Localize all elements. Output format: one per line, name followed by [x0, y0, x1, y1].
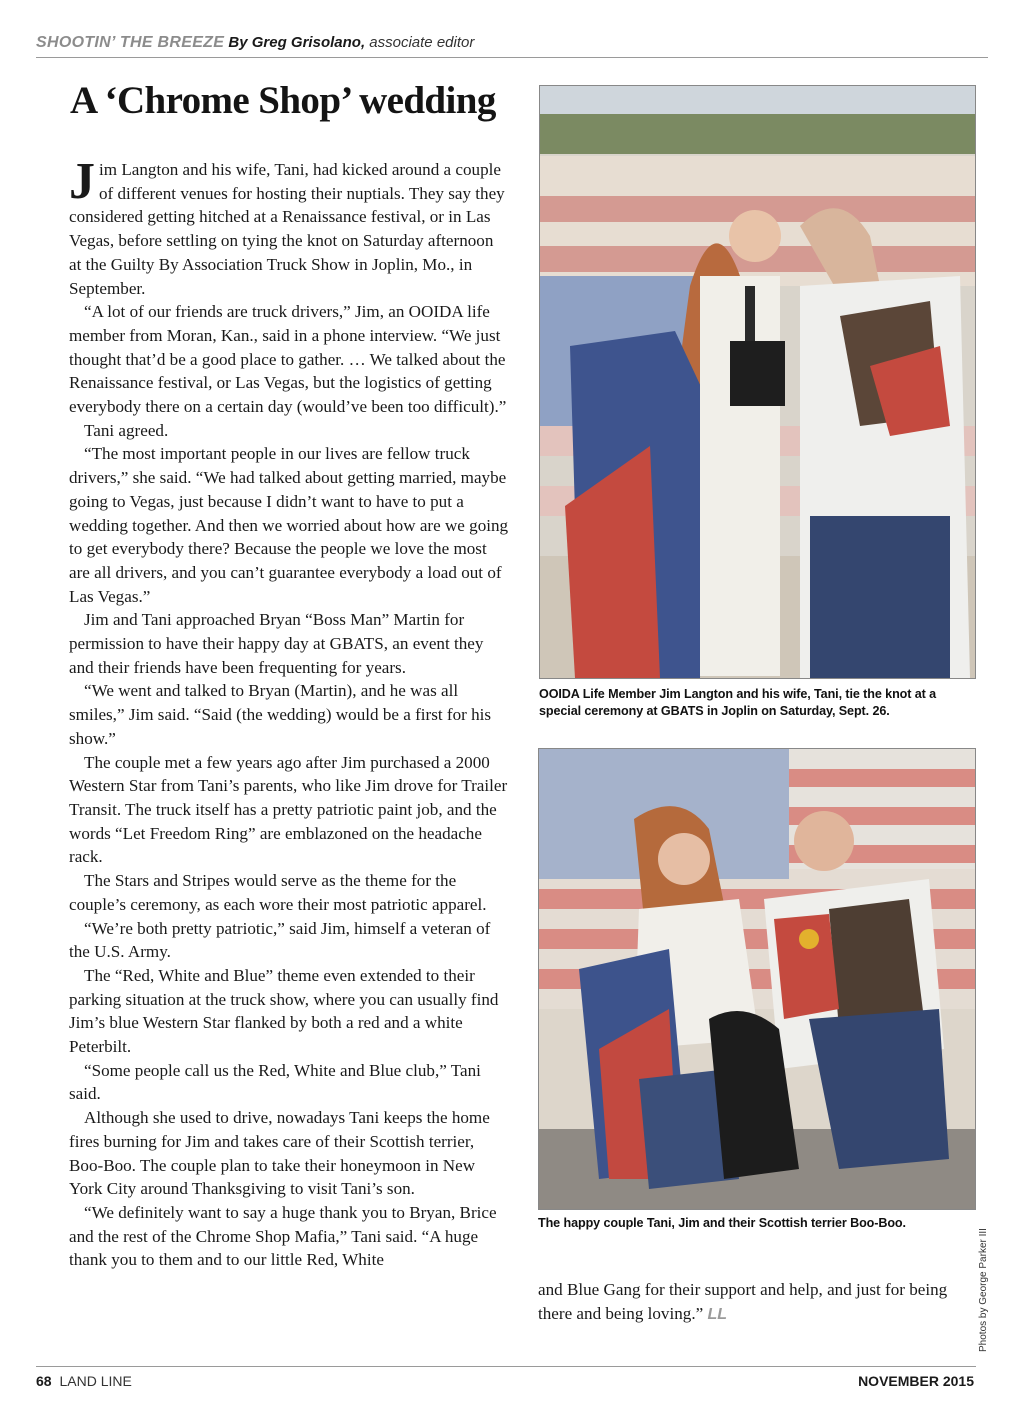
article-paragraph: “Some people call us the Red, White and Blue club,” Tani said.	[69, 1060, 481, 1104]
ceremony-photo-image	[540, 86, 975, 678]
photo-credit-text: Photos by George Parker III	[978, 1228, 989, 1352]
article-paragraph: “The most important people in our lives are fellow truck drivers,” she said. “We had talked about getting married, maybe going to Vegas, just because I didn’t want to have to put a wedding together. And then we worried about how are we going to get everybody there? Because the people we love the most are all drivers, and you can’t guarantee everybody a load out of Las Vegas.”	[69, 444, 509, 606]
article-paragraph: Jim and Tani approached Bryan “Boss Man” Martin for permission to have their happy day at GBATS, an event they and their friends have been frequenting for years.	[69, 610, 484, 677]
author-role: associate editor	[369, 34, 475, 51]
article-paragraph: Jim Langton and his wife, Tani, had kicked around a couple of different venues for hosting their nuptials. They say they considered getting hitched at a Renaissance festival, or in Las Vegas, before settling on tying the knot on Saturday afternoon at the Guilty By Association Truck Show in Joplin, Mo., in September.	[69, 153, 505, 298]
continuation-text: and Blue Gang for their support and help, and just for being there and being loving.”	[538, 1280, 948, 1323]
photo-credit	[978, 1212, 996, 1362]
article-paragraph: “We went and talked to Bryan (Martin), and he was all smiles,” Jim said. “Said (the wedding) would be a first for his show.”	[69, 681, 492, 748]
byline: By Greg Grisolano,	[228, 34, 366, 51]
article-paragraph: “We definitely want to say a huge thank you to Bryan, Brice and the rest of the Chrome Shop Mafia,” Tani said. “A huge thank you to them and to our little Red, White	[69, 1202, 497, 1270]
ceremony-caption: OOIDA Life Member Jim Langton and his wife, Tani, tie the knot at a special ceremony at GBATS in Joplin on Saturday, Sept. 26.	[539, 687, 937, 718]
section-header	[36, 34, 474, 52]
section-name: SHOOTIN’ THE BREEZE	[36, 34, 225, 51]
article-paragraph: The couple met a few years ago after Jim purchased a 2000 Western Star from Tani’s parents, who like Jim drove for Trailer Transit. The truck itself has a pretty patriotic paint job, and the words “Let Freedom Ring” are emblazoned on the headache rack.	[69, 752, 508, 867]
article-paragraph: The “Red, White and Blue” theme even extended to their parking situation at the truck show, where you can usually find Jim’s blue Western Star flanked by both a red and a white Peterbilt.	[69, 965, 499, 1057]
page-number: 68	[36, 1373, 52, 1389]
article-continuation	[538, 1278, 968, 1327]
article-paragraph: The Stars and Stripes would serve as the theme for the couple’s ceremony, as each wore their most patriotic apparel.	[69, 871, 487, 914]
footer-divider	[36, 1366, 976, 1367]
issue-date: NOVEMBER 2015	[858, 1373, 974, 1389]
header-divider	[36, 57, 988, 58]
magazine-name: LAND LINE	[59, 1373, 132, 1389]
article-paragraph: “A lot of our friends are truck drivers,” Jim, an OOIDA life member from Moran, Kan., said in a phone interview. “We just thought that’d be a good place to gather. … We talked about the Renaissance festival, or Las Vegas, but the logistics of getting everybody there on a certain day (would’ve been too difficult).”	[69, 302, 507, 417]
ceremony-photo	[539, 85, 976, 679]
drop-cap: J	[69, 153, 95, 210]
couple-dog-photo-image	[539, 749, 975, 1209]
end-mark: LL	[707, 1306, 728, 1323]
article-paragraph: Tani agreed.	[84, 420, 169, 440]
article-paragraph: Although she used to drive, nowadays Tani keeps the home fires burning for Jim and takes care of their Scottish terrier, Boo-Boo. The couple plan to take their honeymoon in New York City around Thanksgiving to visit Tani’s son.	[69, 1108, 490, 1199]
couple-dog-caption: The happy couple Tani, Jim and their Scottish terrier Boo-Boo.	[538, 1216, 906, 1230]
article-paragraph: “We’re both pretty patriotic,” said Jim, himself a veteran of the U.S. Army.	[69, 918, 491, 962]
footer-left	[36, 1373, 132, 1389]
article-body	[69, 153, 509, 1272]
couple-dog-photo	[538, 748, 976, 1210]
article-title: A ‘Chrome Shop’ wedding	[70, 79, 496, 122]
